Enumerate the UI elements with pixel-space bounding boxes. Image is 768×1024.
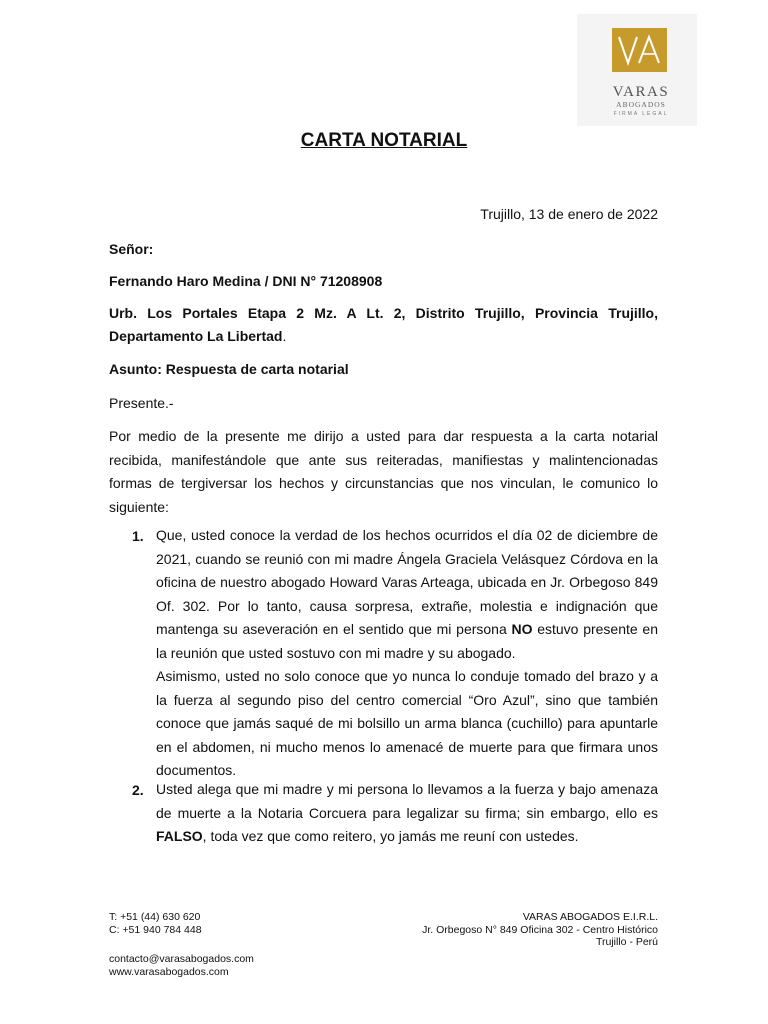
firm-logo-mark [612, 28, 667, 72]
footer-company-name: VARAS ABOGADOS E.I.R.L. [522, 911, 658, 923]
address-text: Urb. Los Portales Etapa 2 Mz. A Lt. 2, Distrito Trujillo, Provincia Trujillo, Departamento La Libertad [109, 305, 658, 344]
footer-phone: T: +51 (44) 630 620 [109, 911, 201, 923]
list-item-1 [156, 524, 658, 783]
logo-brand-sub: ABOGADOS [616, 100, 666, 109]
intro-paragraph: Por medio de la presente me dirijo a usted para dar respuesta a la carta notarial recibida, manifestándole que ante sus reiteradas, manifiestas y malintencionadas formas de tergiversar los hechos y circunstancias que nos vinculan, le comunico lo siguiente: [109, 428, 658, 515]
va-monogram-icon [617, 34, 663, 66]
logo-tagline: FIRMA LEGAL [613, 111, 669, 117]
list-item-1-paragraph-1 [156, 524, 658, 665]
document-title: CARTA NOTARIAL [300, 130, 468, 151]
footer-city: Trujillo - Perú [595, 936, 658, 948]
footer-address: Jr. Orbegoso N° 849 Oficina 302 - Centro Histórico [422, 923, 658, 936]
footer-website[interactable]: www.varasabogados.com [109, 965, 229, 978]
item-2-text-b: , toda vez que como reitero, yo jamás me reuní con ustedes. [202, 828, 579, 844]
salutation: Señor: [109, 241, 154, 257]
list-item-1-paragraph-2: Asimismo, usted no solo conoce que yo nunca lo conduje tomado del brazo y a la fuerza al segundo piso del centro comercial “Oro Azul”, sino que también conoce que jamás saqué de mi bolsillo un arma blanca (cuchillo) para apuntarle en el abdomen, ni mucho menos lo amenacé de muerte para que firmara unos documentos. [156, 668, 658, 778]
greeting: Presente.- [109, 395, 174, 411]
recipient-line: Fernando Haro Medina / DNI N° 71208908 [109, 273, 383, 289]
logo-brand-name: VARAS [612, 84, 670, 100]
item-1-text-a: Que, usted conoce la verdad de los hechos ocurridos el día 02 de diciembre de 2021, cuando se reunió con mi madre Ángela Graciela Velásquez Córdova en la oficina de nuestro abogado Howard Varas Arteaga, ubicada en Jr. Orbegoso 849 Of. 302. Por lo tanto, causa sorpresa, extrañe, molestia e indignación que mantenga su aseveración en el sentido que mi persona [156, 527, 658, 637]
subject-line: Asunto: Respuesta de carta notarial [109, 361, 349, 377]
list-number-1: 1. [132, 528, 144, 544]
item-2-emphasis: FALSO [156, 828, 203, 844]
footer-cell: C: +51 940 784 448 [109, 923, 202, 936]
item-2-text-a: Usted alega que mi madre y mi persona lo llevamos a la fuerza y bajo amenaza de muerte a la Notaria Corcuera para legalizar su firma; sin embargo, ello es [156, 781, 658, 821]
footer-contact-web [109, 953, 254, 978]
address-period: . [282, 328, 287, 344]
letter-date: Trujillo, 13 de enero de 2022 [480, 206, 658, 222]
footer-company-info [422, 911, 658, 949]
recipient-address [109, 302, 658, 348]
item-1-emphasis: NO [511, 621, 533, 637]
list-number-2: 2. [132, 782, 144, 798]
item-1-text-b: estuvo presente en la reunión que usted sostuvo con mi madre y su abogado. [156, 621, 658, 661]
footer-contact-phones [109, 911, 202, 936]
footer-email[interactable]: contacto@varasabogados.com [109, 953, 254, 965]
list-item-2 [156, 778, 658, 849]
